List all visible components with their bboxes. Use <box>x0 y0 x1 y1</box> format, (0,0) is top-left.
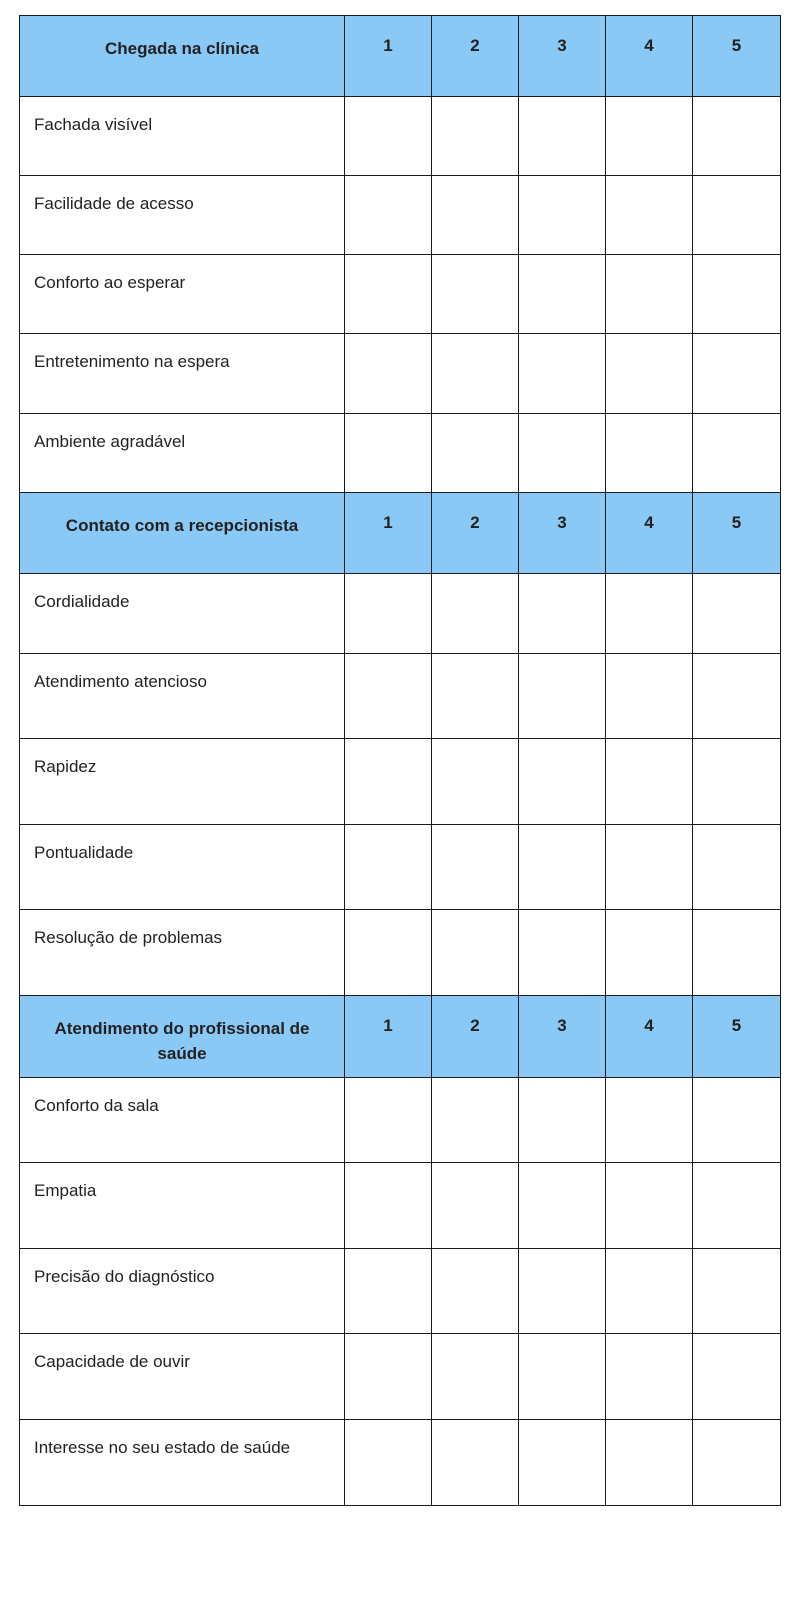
rating-cell[interactable] <box>606 910 693 996</box>
rating-cell[interactable] <box>606 739 693 825</box>
rating-cell[interactable] <box>432 176 519 255</box>
rating-cell[interactable] <box>345 176 432 255</box>
table-row <box>20 825 781 910</box>
rating-cell[interactable] <box>693 1249 781 1334</box>
rating-cell[interactable] <box>519 825 606 910</box>
table-row <box>20 1163 781 1249</box>
scale-header: 4 <box>606 493 693 574</box>
rating-cell[interactable] <box>432 910 519 996</box>
scale-header: 5 <box>693 16 781 97</box>
section-header <box>20 996 781 1078</box>
rating-cell[interactable] <box>519 1163 606 1249</box>
rating-cell[interactable] <box>606 1420 693 1506</box>
rating-cell[interactable] <box>693 255 781 334</box>
rating-cell[interactable] <box>519 1334 606 1420</box>
table-row <box>20 654 781 739</box>
scale-header: 1 <box>345 16 432 97</box>
table-row <box>20 1078 781 1163</box>
rating-cell[interactable] <box>432 739 519 825</box>
table-row <box>20 1420 781 1506</box>
scale-header: 2 <box>432 16 519 97</box>
rating-cell[interactable] <box>693 1420 781 1506</box>
rating-cell[interactable] <box>432 654 519 739</box>
criterion-label: Facilidade de acesso <box>20 176 345 255</box>
rating-cell[interactable] <box>432 825 519 910</box>
rating-cell[interactable] <box>606 414 693 493</box>
rating-cell[interactable] <box>345 825 432 910</box>
rating-cell[interactable] <box>606 334 693 414</box>
table-row <box>20 334 781 414</box>
rating-cell[interactable] <box>519 739 606 825</box>
rating-cell[interactable] <box>519 334 606 414</box>
criterion-label: Precisão do diagnóstico <box>20 1249 345 1334</box>
rating-cell[interactable] <box>432 97 519 176</box>
scale-header: 4 <box>606 996 693 1078</box>
rating-cell[interactable] <box>519 654 606 739</box>
evaluation-table <box>19 15 781 1506</box>
criterion-label: Conforto da sala <box>20 1078 345 1163</box>
rating-cell[interactable] <box>693 97 781 176</box>
rating-cell[interactable] <box>432 1334 519 1420</box>
rating-cell[interactable] <box>345 1420 432 1506</box>
scale-header: 3 <box>519 996 606 1078</box>
rating-cell[interactable] <box>693 1078 781 1163</box>
section-header <box>20 493 781 574</box>
rating-cell[interactable] <box>519 1249 606 1334</box>
rating-cell[interactable] <box>693 334 781 414</box>
rating-cell[interactable] <box>345 97 432 176</box>
criterion-label: Atendimento atencioso <box>20 654 345 739</box>
rating-cell[interactable] <box>519 97 606 176</box>
criterion-label: Empatia <box>20 1163 345 1249</box>
table-row <box>20 910 781 996</box>
table-row <box>20 739 781 825</box>
rating-cell[interactable] <box>693 574 781 654</box>
rating-cell[interactable] <box>606 1078 693 1163</box>
rating-cell[interactable] <box>432 334 519 414</box>
table-row <box>20 1249 781 1334</box>
rating-cell[interactable] <box>519 910 606 996</box>
rating-cell[interactable] <box>345 654 432 739</box>
table-row <box>20 97 781 176</box>
rating-cell[interactable] <box>345 574 432 654</box>
rating-cell[interactable] <box>606 1163 693 1249</box>
scale-header: 5 <box>693 996 781 1078</box>
rating-cell[interactable] <box>606 825 693 910</box>
rating-cell[interactable] <box>519 255 606 334</box>
rating-cell[interactable] <box>519 414 606 493</box>
rating-cell[interactable] <box>693 825 781 910</box>
rating-cell[interactable] <box>432 1078 519 1163</box>
criterion-label: Entretenimento na espera <box>20 334 345 414</box>
table-row <box>20 574 781 654</box>
criterion-label: Ambiente agradável <box>20 414 345 493</box>
rating-cell[interactable] <box>693 910 781 996</box>
table-row <box>20 414 781 493</box>
criterion-label: Interesse no seu estado de saúde <box>20 1420 345 1506</box>
rating-cell[interactable] <box>432 414 519 493</box>
rating-cell[interactable] <box>693 1334 781 1420</box>
table-row <box>20 176 781 255</box>
rating-cell[interactable] <box>432 255 519 334</box>
criterion-label: Fachada visível <box>20 97 345 176</box>
criterion-label: Conforto ao esperar <box>20 255 345 334</box>
rating-cell[interactable] <box>345 1163 432 1249</box>
rating-cell[interactable] <box>606 1334 693 1420</box>
rating-cell[interactable] <box>519 574 606 654</box>
rating-cell[interactable] <box>519 176 606 255</box>
rating-cell[interactable] <box>693 654 781 739</box>
scale-header: 1 <box>345 996 432 1078</box>
rating-cell[interactable] <box>693 176 781 255</box>
rating-cell[interactable] <box>432 1249 519 1334</box>
criterion-label: Rapidez <box>20 739 345 825</box>
rating-cell[interactable] <box>345 1078 432 1163</box>
rating-cell[interactable] <box>606 1249 693 1334</box>
rating-cell[interactable] <box>345 255 432 334</box>
rating-cell[interactable] <box>606 176 693 255</box>
rating-cell[interactable] <box>432 574 519 654</box>
rating-cell[interactable] <box>606 255 693 334</box>
section-title: Atendimento do profissional de saúde <box>20 996 345 1078</box>
scale-header: 2 <box>432 996 519 1078</box>
section-title: Contato com a recepcionista <box>20 493 345 574</box>
rating-cell[interactable] <box>345 414 432 493</box>
rating-cell[interactable] <box>693 1163 781 1249</box>
scale-header: 2 <box>432 493 519 574</box>
rating-cell[interactable] <box>345 334 432 414</box>
table-row <box>20 255 781 334</box>
scale-header: 5 <box>693 493 781 574</box>
criterion-label: Resolução de problemas <box>20 910 345 996</box>
rating-cell[interactable] <box>345 910 432 996</box>
rating-cell[interactable] <box>693 739 781 825</box>
rating-cell[interactable] <box>606 574 693 654</box>
scale-header: 3 <box>519 16 606 97</box>
rating-cell[interactable] <box>693 414 781 493</box>
criterion-label: Pontualidade <box>20 825 345 910</box>
section-title: Chegada na clínica <box>20 16 345 97</box>
rating-cell[interactable] <box>606 654 693 739</box>
rating-cell[interactable] <box>432 1420 519 1506</box>
scale-header: 1 <box>345 493 432 574</box>
rating-cell[interactable] <box>606 97 693 176</box>
rating-cell[interactable] <box>345 1249 432 1334</box>
section-header <box>20 16 781 97</box>
rating-cell[interactable] <box>432 1163 519 1249</box>
scale-header: 4 <box>606 16 693 97</box>
table-row <box>20 1334 781 1420</box>
rating-cell[interactable] <box>519 1420 606 1506</box>
scale-header: 3 <box>519 493 606 574</box>
rating-cell[interactable] <box>345 1334 432 1420</box>
criterion-label: Capacidade de ouvir <box>20 1334 345 1420</box>
criterion-label: Cordialidade <box>20 574 345 654</box>
rating-cell[interactable] <box>519 1078 606 1163</box>
rating-cell[interactable] <box>345 739 432 825</box>
